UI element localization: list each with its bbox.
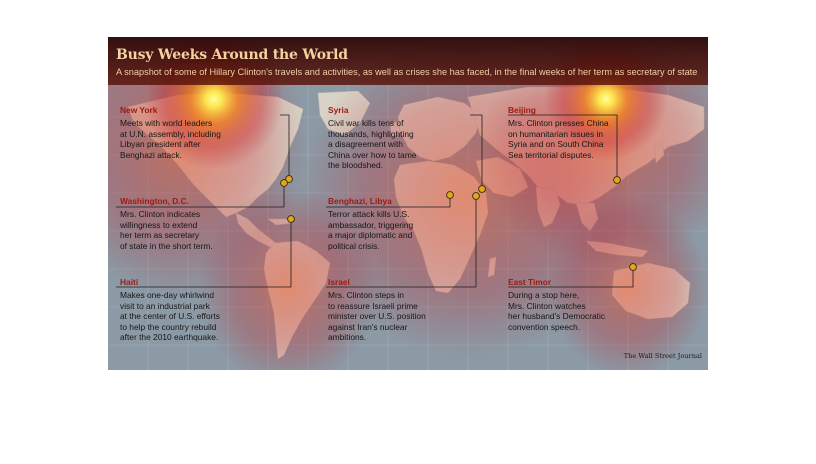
location-box-east-timor — [508, 277, 628, 332]
graphic-subtitle: A snapshot of some of Hillary Clinton's travels and activities, as well as crises she has faced, in the final weeks of her term as secretary of state — [116, 67, 698, 77]
location-box-syria — [328, 105, 448, 171]
marker-east-timor[interactable] — [630, 264, 637, 271]
map-graphic — [108, 37, 708, 370]
location-desc: Meets with world leaders at U.N. assembly, including Libyan president after Benghazi attack. — [120, 118, 221, 160]
location-name: Haiti — [120, 277, 139, 287]
location-desc: During a stop here, Mrs. Clinton watches her husband's Democratic convention speech. — [508, 290, 606, 332]
header — [108, 37, 708, 85]
location-desc: Terror attack kills U.S. ambassador, triggering a major diplomatic and political crisis. — [328, 209, 414, 251]
marker-syria[interactable] — [479, 186, 486, 193]
marker-washington-dc[interactable] — [281, 180, 288, 187]
location-name: East Timor — [508, 277, 552, 287]
location-desc: Mrs. Clinton presses China on humanitarian issues in Syria and on South China Sea territorial disputes. — [508, 118, 609, 160]
location-name: Israel — [328, 277, 350, 287]
location-box-washington-dc — [120, 196, 240, 251]
location-box-benghazi — [328, 196, 448, 251]
marker-haiti[interactable] — [288, 216, 295, 223]
location-desc: Civil war kills tens of thousands, highlighting a disagreement with China over how to tame the bloodshed. — [328, 118, 417, 171]
location-desc: Makes one-day whirlwind visit to an industrial park at the center of U.S. efforts to help the country rebuild after the 2010 earthquake. — [120, 290, 220, 343]
location-box-beijing — [508, 105, 638, 160]
graphic-title: Busy Weeks Around the World — [116, 47, 348, 63]
location-name: Beijing — [508, 105, 536, 115]
location-name: Benghazi, Libya — [328, 196, 392, 206]
location-desc: Mrs. Clinton indicates willingness to extend her term as secretary of state in the short term. — [120, 209, 213, 251]
location-name: Washington, D.C. — [120, 196, 190, 206]
marker-israel[interactable] — [473, 193, 480, 200]
location-name: New York — [120, 105, 158, 115]
location-box-israel — [328, 277, 448, 343]
location-box-new-york — [120, 105, 240, 160]
location-name: Syria — [328, 105, 349, 115]
location-desc: Mrs. Clinton steps in to reassure Israeli prime minister over U.S. position against Iran's nuclear ambitions. — [328, 290, 426, 343]
location-box-haiti — [120, 277, 240, 343]
source-credit: The Wall Street Journal — [623, 352, 702, 360]
marker-beijing[interactable] — [614, 177, 621, 184]
